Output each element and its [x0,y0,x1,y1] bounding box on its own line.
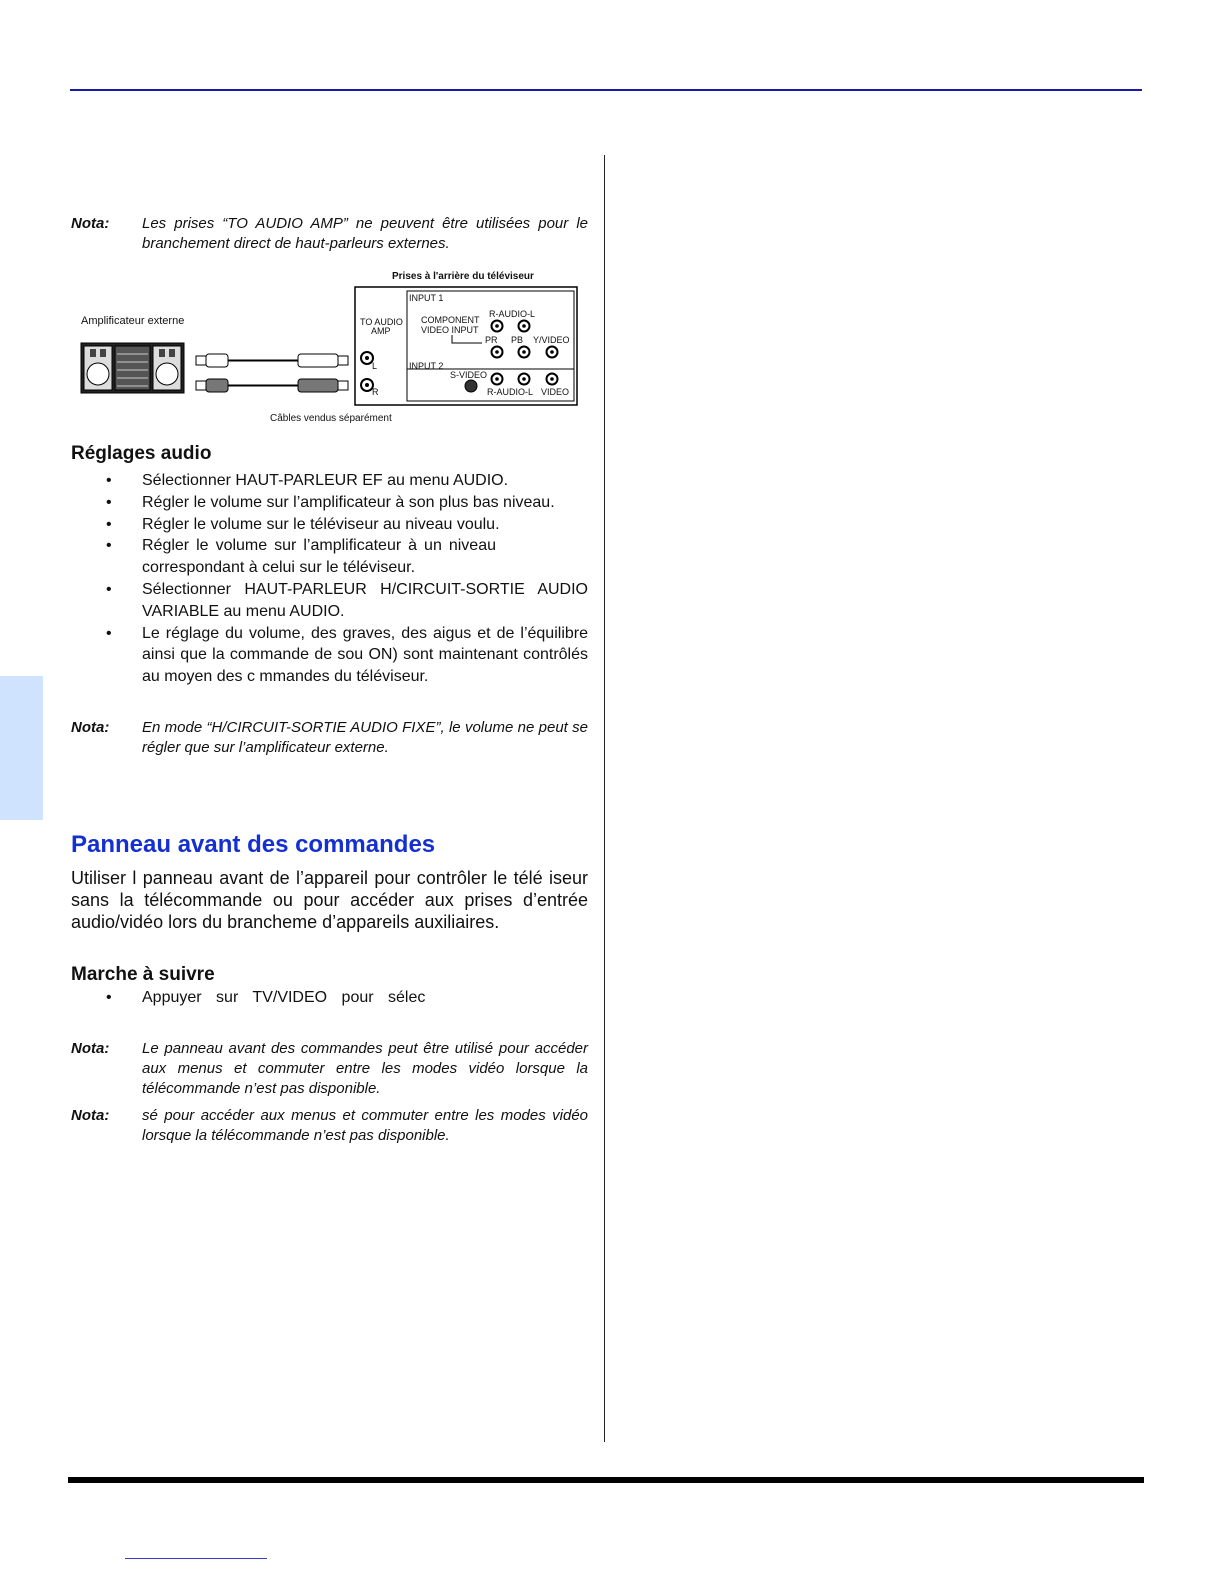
header-rule [70,89,1142,91]
marche-heading: Marche à suivre [71,964,215,985]
note-label: Nota: [71,1040,110,1057]
list-item: • Le réglage du volume, des graves, des aigus et de l’équilibre ainsi que la commande de sou ON) sont maintenant contrôlés au moyen des c mmandes du téléviseur. [106,624,588,686]
pr-label: PR [485,335,498,345]
rca-cable-bottom [196,379,348,392]
footer-link-underline [125,1558,267,1559]
component-label-1: COMPONENT [421,315,480,325]
component-label-2: VIDEO INPUT [421,325,479,335]
chapter-side-tab [0,676,43,820]
video-label: VIDEO [541,387,570,397]
input2-label: INPUT 2 [409,361,444,371]
panneau-intro: Utiliser l panneau avant de l’appareil pour contrôler le télé iseur sans la télécommande ou pour accéder aux prises d’entrée audio/vidéo lors du brancheme d’appareils auxiliaires. [71,868,588,932]
list-item: • Régler le volume sur l’amplificateur à un niveau correspondant à celui sur le téléviseur. [106,537,496,577]
note-text: sé pour accéder aux menus et commuter entre les modes vidéo lorsque la télécommande n’est pas disponible. [142,1107,588,1144]
column-divider [604,155,605,1442]
note-label: Nota: [71,1107,110,1124]
reglages-audio-list [71,470,588,688]
note-text: Le panneau avant des commandes peut être utilisé pour accéder aux menus et commuter entre les modes vidéo lorsque la télécommande n’est pas disponible. [142,1040,588,1097]
note-text: Les prises “TO AUDIO AMP” ne peuvent être utilisées pour le branchement direct de haut-parleurs externes. [142,215,588,252]
note-label: Nota: [71,719,110,736]
r-audio-l-label: R-AUDIO-L [489,309,536,319]
to-audio-amp-label-2: AMP [371,326,391,336]
marche-list [71,987,708,1009]
diagram-title: Prises à l'arrière du téléviseur [392,271,534,282]
note-front-panel-2 [71,1106,588,1146]
y-video-label: Y/VIDEO [533,335,570,345]
rca-cable-top [196,354,348,367]
amplifier-icon [81,343,184,393]
jack-r-label: R [372,387,379,397]
list-item: • Appuyer sur TV/VIDEO pour sélec [106,989,426,1006]
note-fixed-audio [71,718,588,758]
panneau-heading: Panneau avant des commandes [71,831,436,858]
input1-label: INPUT 1 [409,293,444,303]
jack-l-label: L [372,361,378,371]
footer-rule [68,1477,1144,1483]
to-audio-amp-label-1: TO AUDIO [360,317,403,327]
audio-amp-connection-diagram [70,266,590,430]
list-item: • Sélectionner HAUT-PARLEUR EF au menu AUDIO. [106,472,509,489]
amp-label: Amplificateur externe [81,315,185,327]
note-front-panel [71,1039,588,1099]
reglages-audio-heading: Réglages audio [71,443,212,464]
pb-label: PB [511,335,524,345]
s-video-label: S-VIDEO [450,370,488,380]
list-item: • Régler le volume sur le téléviseur au niveau voulu. [106,515,500,533]
r-audio-l-2-label: R-AUDIO-L [487,387,534,397]
list-item: • Régler le volume sur l’amplificateur à son plus bas niveau. [106,493,555,511]
note-to-audio-amp [71,214,588,254]
note-label: Nota: [71,215,110,232]
cables-label: Câbles vendus séparément [270,413,392,424]
list-item: • Sélectionner HAUT-PARLEUR H/CIRCUIT-SORTIE AUDIO VARIABLE au menu AUDIO. [106,580,588,620]
note-text: En mode “H/CIRCUIT-SORTIE AUDIO FIXE”, le volume ne peut se régler que sur l’amplificateur externe. [142,719,588,756]
